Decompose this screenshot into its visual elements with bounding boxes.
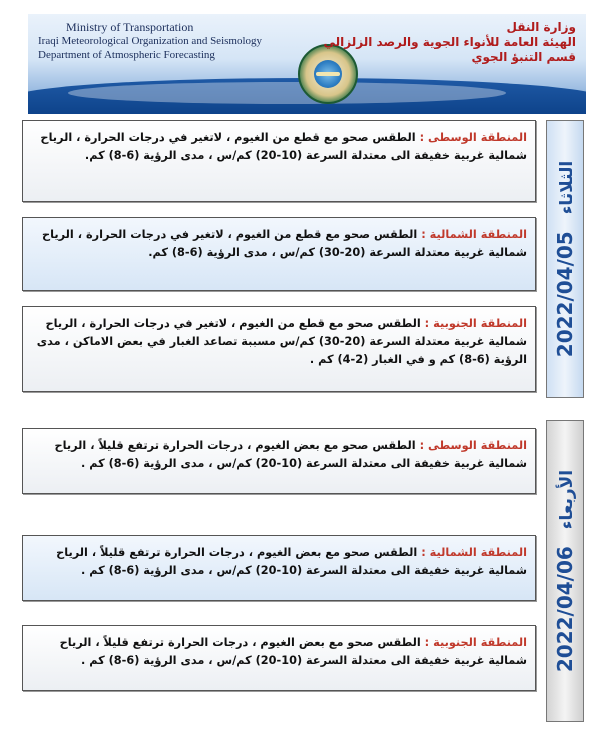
region-forecast: الطقس صحو مع قطع من الغيوم ، لاتغير في درجات الحرارة ، الرياح شمالية غربية معتدلة السرعة (20-30) كم/س ، مدى الرؤية (6-8) كم. xyxy=(42,228,527,259)
org-en: Iraqi Meteorological Organization and Seismology xyxy=(38,35,263,47)
banner-cloud xyxy=(68,82,506,104)
date-sidebar-day1 xyxy=(546,120,584,398)
region-forecast: الطقس صحو مع بعض الغيوم ، درجات الحرارة ترتفع قليلاً ، الرياح شمالية غربية خفيفة الى معتدلة السرعة (10-20) كم/س ، مدى الرؤية (6-8) كم . xyxy=(56,546,527,577)
logo-stripe xyxy=(316,72,340,76)
forecast-day: الأربعاء xyxy=(557,469,577,530)
region-card-central-day2 xyxy=(22,428,536,494)
date-sidebar-day2 xyxy=(546,420,584,722)
region-card-south-day2 xyxy=(22,625,536,691)
region-card-south-day1 xyxy=(22,306,536,392)
header-banner xyxy=(28,14,586,114)
region-forecast: الطقس صحو مع قطع من الغيوم ، لاتغير في درجات الحرارة ، الرياح شمالية غربية خفيفة الى معتدلة السرعة (10-20) كم/س ، مدى الرؤية (6-8) كم. xyxy=(40,131,527,162)
region-name: المنطقة الوسطى : xyxy=(419,131,527,144)
region-name: المنطقة الوسطى : xyxy=(419,439,527,452)
region-card-central-day1 xyxy=(22,120,536,202)
region-name: المنطقة الجنوبية : xyxy=(424,636,527,649)
header-english xyxy=(38,20,262,62)
day-panel-2 xyxy=(22,420,584,722)
region-forecast: الطقس صحو مع بعض الغيوم ، درجات الحرارة ترتفع قليلاً ، الرياح شمالية غربية خفيفة الى معتدلة السرعة (10-20) كم/س ، مدى الرؤية (6-8) كم . xyxy=(54,439,527,470)
date-label-day2 xyxy=(553,470,577,672)
region-forecast: الطقس صحو مع بعض الغيوم ، درجات الحرارة ترتفع قليلاً ، الرياح شمالية غربية خفيفة الى معتدلة السرعة (10-20) كم/س ، مدى الرؤية (6-8) كم . xyxy=(59,636,527,667)
region-name: المنطقة الشمالية : xyxy=(421,546,527,559)
region-card-north-day1 xyxy=(22,217,536,291)
org-ar: الهيئة العامة للأنواء الجوية والرصد الزلزالي xyxy=(323,35,576,49)
dept-en: Department of Atmospheric Forecasting xyxy=(38,49,215,61)
header-arabic xyxy=(324,20,576,65)
day-panel-1 xyxy=(22,120,584,398)
forecast-date: 2022/04/06 xyxy=(553,546,577,673)
region-card-north-day2 xyxy=(22,535,536,601)
region-name: المنطقة الشمالية : xyxy=(421,228,527,241)
region-name: المنطقة الجنوبية : xyxy=(424,317,527,330)
forecast-date: 2022/04/05 xyxy=(553,231,577,358)
dept-ar: قسم التنبؤ الجوي xyxy=(471,50,576,64)
ministry-ar: وزارة النقل xyxy=(506,20,576,34)
date-label-day1 xyxy=(553,161,577,357)
ministry-en: Ministry of Transportation xyxy=(66,20,194,34)
region-forecast: الطقس صحو مع قطع من الغيوم ، لاتغير في درجات الحرارة ، الرياح شمالية غربية معتدلة السرعة (20-30) كم/س مسببة تصاعد الغبار في بعض الاماكن ، مدى الرؤية (6-8) كم و في الغبار (2-4) كم . xyxy=(36,317,527,366)
forecast-day: الثلاثاء xyxy=(557,160,577,215)
